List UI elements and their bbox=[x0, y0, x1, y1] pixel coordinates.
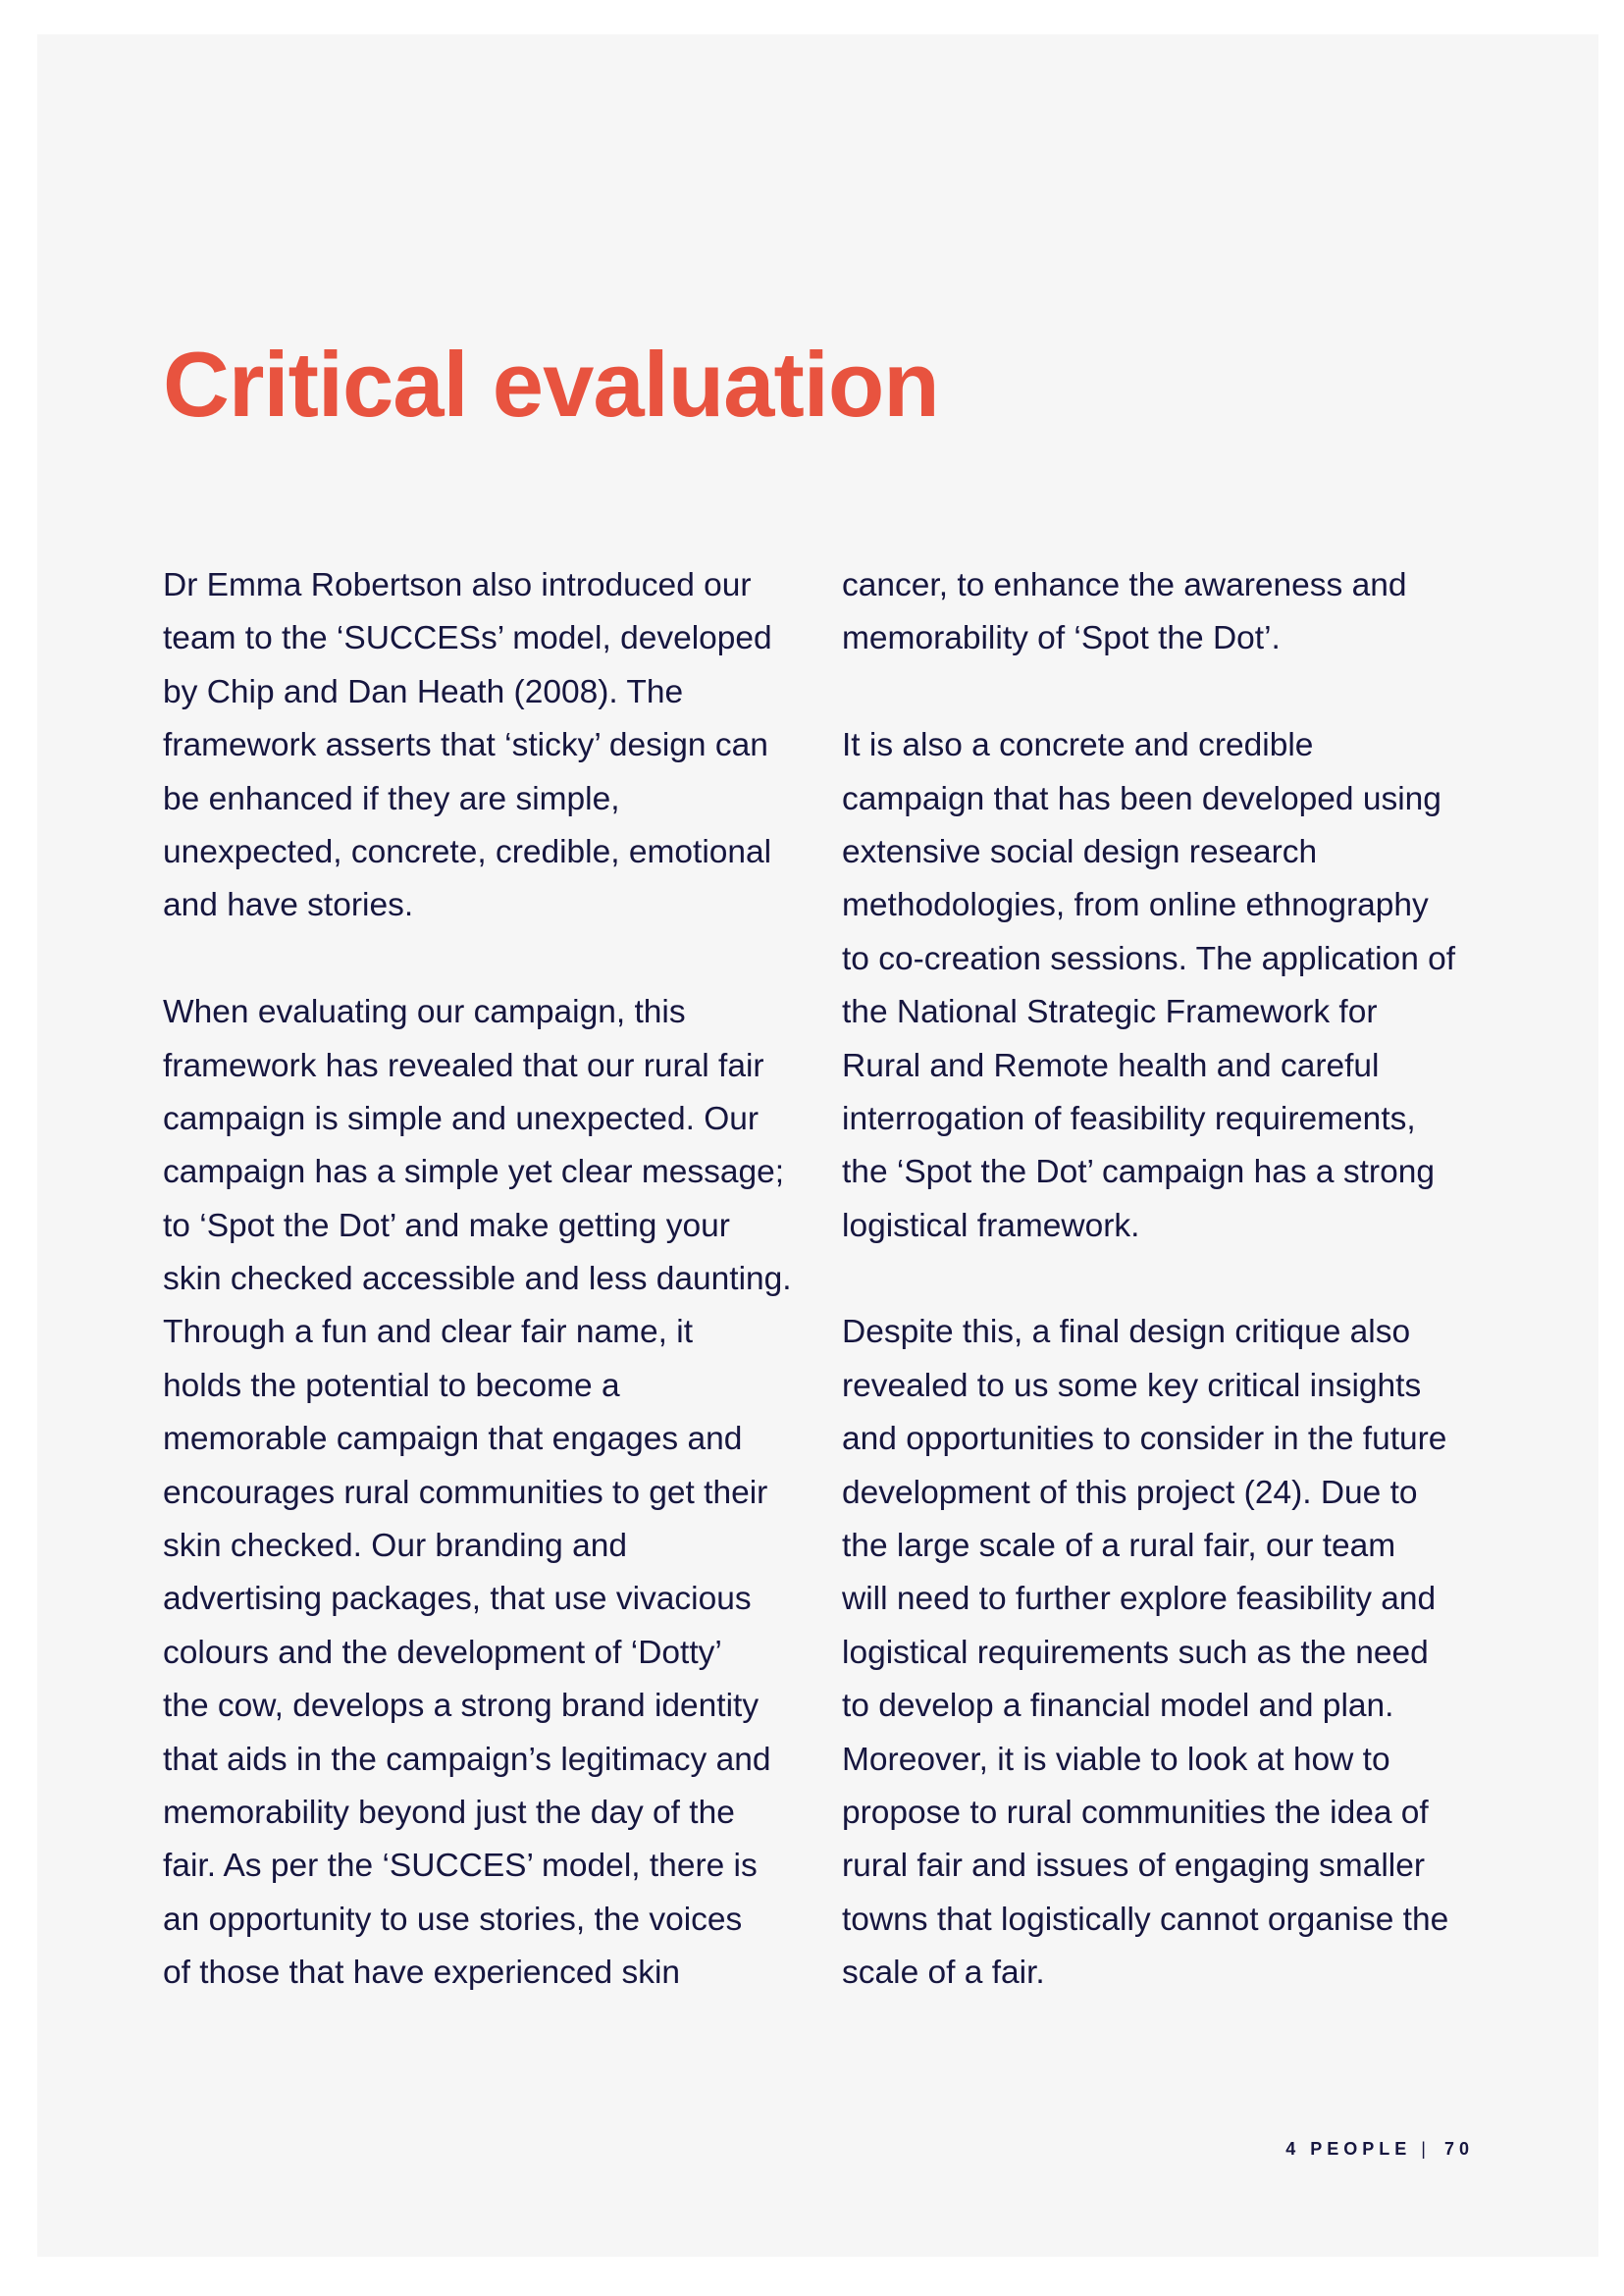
text-line: Moreover, it is viable to look at how to bbox=[842, 1741, 1390, 1778]
text-line: the cow, develops a strong brand identity bbox=[163, 1688, 760, 1725]
text-line: and have stories. bbox=[163, 887, 414, 924]
text-line: memorability beyond just the day of the bbox=[163, 1794, 735, 1831]
text-line: framework has revealed that our rural fair bbox=[163, 1047, 764, 1084]
page-footer bbox=[1285, 2139, 1474, 2160]
text-line: will need to further explore feasibility and bbox=[842, 1581, 1437, 1618]
text-line: logistical requirements such as the need bbox=[842, 1634, 1429, 1671]
text-line: Despite this, a final design critique also bbox=[842, 1314, 1411, 1351]
text-line: It is also a concrete and credible bbox=[842, 727, 1314, 764]
text-line: of those that have experienced skin bbox=[163, 1955, 681, 1992]
text-line: logistical framework. bbox=[842, 1207, 1140, 1244]
page-number: 70 bbox=[1443, 2139, 1474, 2159]
text-line: When evaluating our campaign, this bbox=[163, 994, 686, 1031]
text-line: campaign has a simple yet clear message; bbox=[163, 1154, 785, 1191]
text-line: by Chip and Dan Heath (2008). The bbox=[163, 673, 684, 710]
paragraph bbox=[163, 559, 811, 933]
left-column bbox=[163, 559, 811, 2001]
text-line: and opportunities to consider in the future bbox=[842, 1421, 1447, 1458]
text-line: interrogation of feasibility requirements, bbox=[842, 1100, 1416, 1137]
text-line: memorable campaign that engages and bbox=[163, 1421, 743, 1458]
text-line: fair. As per the ‘SUCCES’ model, there is bbox=[163, 1848, 758, 1885]
text-line: to co-creation sessions. The application of bbox=[842, 940, 1456, 977]
text-line: development of this project (24). Due to bbox=[842, 1474, 1418, 1511]
text-line: the large scale of a rural fair, our team bbox=[842, 1528, 1396, 1565]
page bbox=[37, 34, 1598, 2257]
right-column bbox=[842, 559, 1490, 2001]
text-line: skin checked accessible and less daunting. bbox=[163, 1261, 792, 1298]
text-line: be enhanced if they are simple, bbox=[163, 780, 620, 817]
text-line: extensive social design research bbox=[842, 833, 1318, 870]
text-line: towns that logistically cannot organise the bbox=[842, 1901, 1449, 1938]
paragraph bbox=[842, 719, 1490, 1253]
text-line: propose to rural communities the idea of bbox=[842, 1794, 1429, 1831]
paragraph bbox=[842, 559, 1490, 666]
text-line: Through a fun and clear fair name, it bbox=[163, 1314, 694, 1351]
text-line: to develop a financial model and plan. bbox=[842, 1688, 1394, 1725]
text-line: that aids in the campaign’s legitimacy and bbox=[163, 1741, 771, 1778]
text-line: advertising packages, that use vivacious bbox=[163, 1581, 752, 1618]
text-line: to ‘Spot the Dot’ and make getting your bbox=[163, 1207, 730, 1244]
text-line: the ‘Spot the Dot’ campaign has a strong bbox=[842, 1154, 1435, 1191]
text-line: Rural and Remote health and careful bbox=[842, 1047, 1380, 1084]
text-line: framework asserts that ‘sticky’ design can bbox=[163, 727, 768, 764]
text-line: memorability of ‘Spot the Dot’. bbox=[842, 620, 1281, 657]
text-line: team to the ‘SUCCESs’ model, developed bbox=[163, 620, 772, 657]
text-line: encourages rural communities to get their bbox=[163, 1474, 768, 1511]
text-line: cancer, to enhance the awareness and bbox=[842, 567, 1407, 603]
footer-separator: | bbox=[1421, 2139, 1431, 2159]
paragraph bbox=[163, 986, 811, 2000]
publication-name: 4 PEOPLE bbox=[1285, 2139, 1412, 2159]
text-line: campaign that has been developed using bbox=[842, 780, 1441, 817]
text-line: holds the potential to become a bbox=[163, 1367, 620, 1404]
text-line: skin checked. Our branding and bbox=[163, 1528, 628, 1565]
text-line: campaign is simple and unexpected. Our bbox=[163, 1100, 760, 1137]
text-line: scale of a fair. bbox=[842, 1955, 1045, 1992]
text-line: unexpected, concrete, credible, emotional bbox=[163, 833, 772, 870]
text-line: Dr Emma Robertson also introduced our bbox=[163, 567, 752, 603]
text-line: colours and the development of ‘Dotty’ bbox=[163, 1634, 722, 1671]
text-line: methodologies, from online ethnography bbox=[842, 887, 1429, 924]
text-line: revealed to us some key critical insights bbox=[842, 1367, 1422, 1404]
text-line: an opportunity to use stories, the voices bbox=[163, 1901, 743, 1938]
text-line: the National Strategic Framework for bbox=[842, 994, 1378, 1031]
page-title: Critical evaluation bbox=[163, 333, 939, 436]
paragraph bbox=[842, 1306, 1490, 2000]
text-line: rural fair and issues of engaging smaller bbox=[842, 1848, 1426, 1885]
